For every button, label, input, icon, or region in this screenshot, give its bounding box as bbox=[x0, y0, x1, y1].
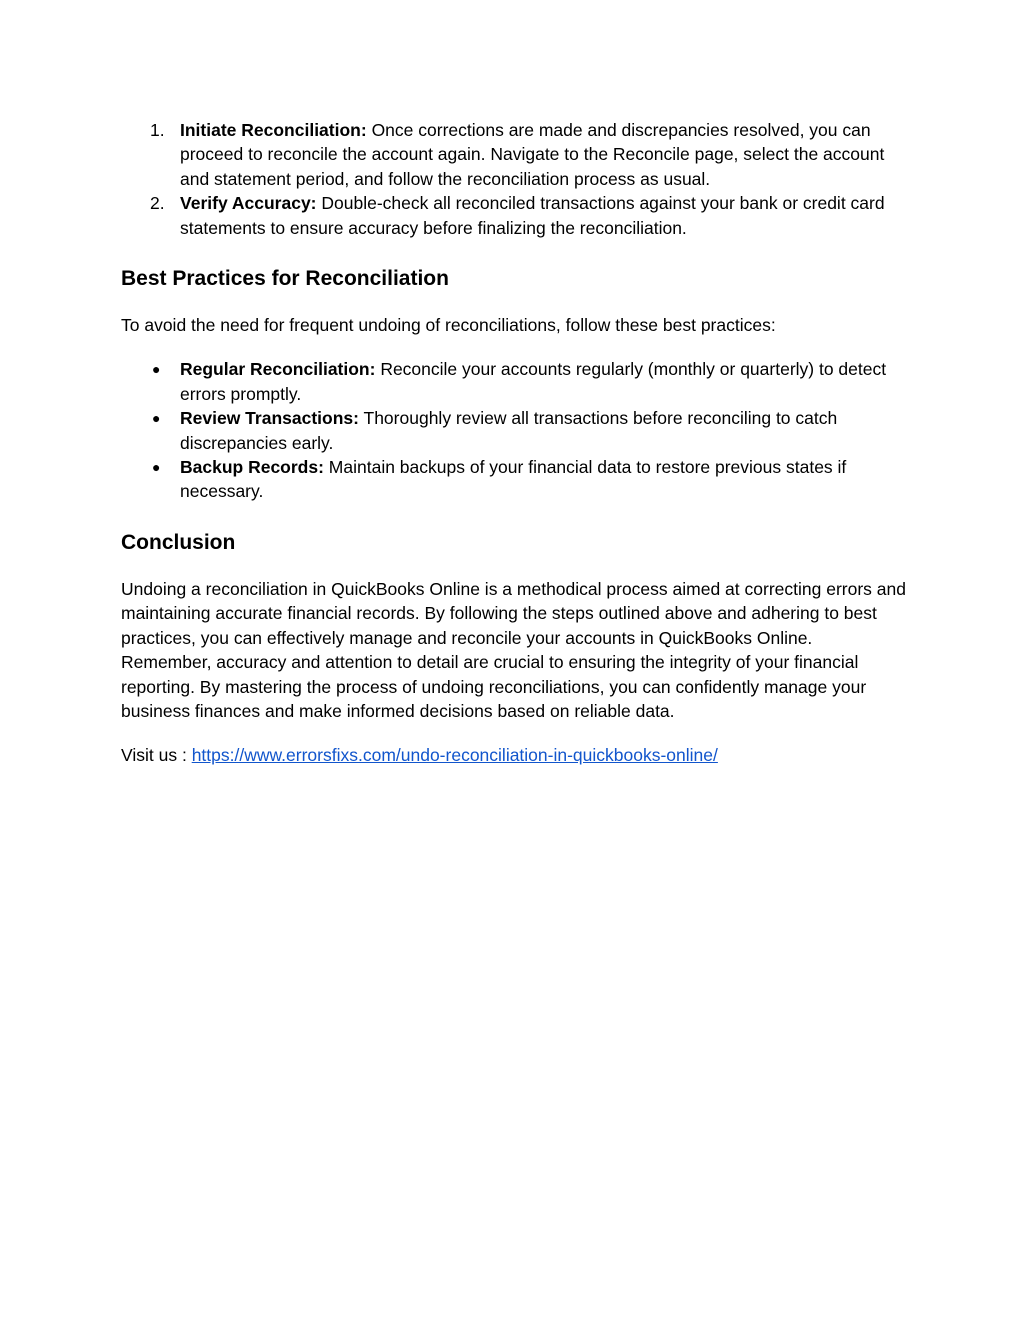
list-item-title: Backup Records: bbox=[180, 457, 324, 478]
list-item-text: Maintain backups of your financial data to restore previous states if necessary. bbox=[180, 457, 847, 502]
visit-label: Visit us : bbox=[121, 745, 192, 766]
step-title: Initiate Reconciliation: bbox=[180, 120, 367, 140]
conclusion-heading: Conclusion bbox=[121, 530, 236, 554]
step-item bbox=[121, 191, 906, 240]
bullet-marker: ● bbox=[152, 410, 161, 427]
list-item-text: Reconcile your accounts regularly (monthly or quarterly) to detect errors promptly. bbox=[180, 359, 887, 404]
document-page bbox=[121, 118, 906, 768]
bullet-marker: ● bbox=[152, 459, 161, 476]
step-number: 2. bbox=[150, 193, 165, 214]
step-number: 1. bbox=[150, 120, 165, 140]
step-text: Double-check all reconciled transactions against your bank or credit card statements to ensure accuracy before finalizing the reconciliation. bbox=[180, 193, 885, 238]
list-item bbox=[121, 406, 906, 455]
visit-link[interactable]: https://www.errorsfixs.com/undo-reconciliation-in-quickbooks-online/ bbox=[191, 745, 718, 766]
list-item-text: Thoroughly review all transactions before reconciling to catch discrepancies early. bbox=[180, 408, 838, 453]
list-item bbox=[121, 455, 906, 504]
list-item-title: Review Transactions: bbox=[180, 408, 359, 429]
bullet-marker: ● bbox=[152, 361, 161, 378]
best-practices-heading: Best Practices for Reconciliation bbox=[121, 267, 449, 291]
best-practices-intro: To avoid the need for frequent undoing of reconciliations, follow these best practices: bbox=[121, 315, 776, 336]
step-text: Once corrections are made and discrepancies resolved, you can proceed to reconcile the account again. Navigate to the Reconcile page, select the account and statement period, and follow the reconciliation process as usual. bbox=[180, 120, 885, 189]
step-title: Verify Accuracy: bbox=[180, 193, 317, 214]
visit-line bbox=[121, 743, 906, 767]
step-item bbox=[121, 118, 906, 191]
best-practices-list bbox=[121, 357, 906, 503]
list-item bbox=[121, 357, 906, 406]
conclusion-paragraph: Undoing a reconciliation in QuickBooks Online is a methodical process aimed at correcting errors and maintaining accurate financial records. By following the steps outlined above and adhering to best practices, you can effectively manage and reconcile your accounts in QuickBooks Online. Remember, accuracy and attention to detail are crucial to ensuring the integrity of your financial reporting. By mastering the process of undoing reconciliations, you can confidently manage your business finances and make informed decisions based on reliable data. bbox=[121, 578, 906, 721]
list-item-title: Regular Reconciliation: bbox=[180, 359, 376, 380]
steps-list bbox=[121, 118, 906, 240]
